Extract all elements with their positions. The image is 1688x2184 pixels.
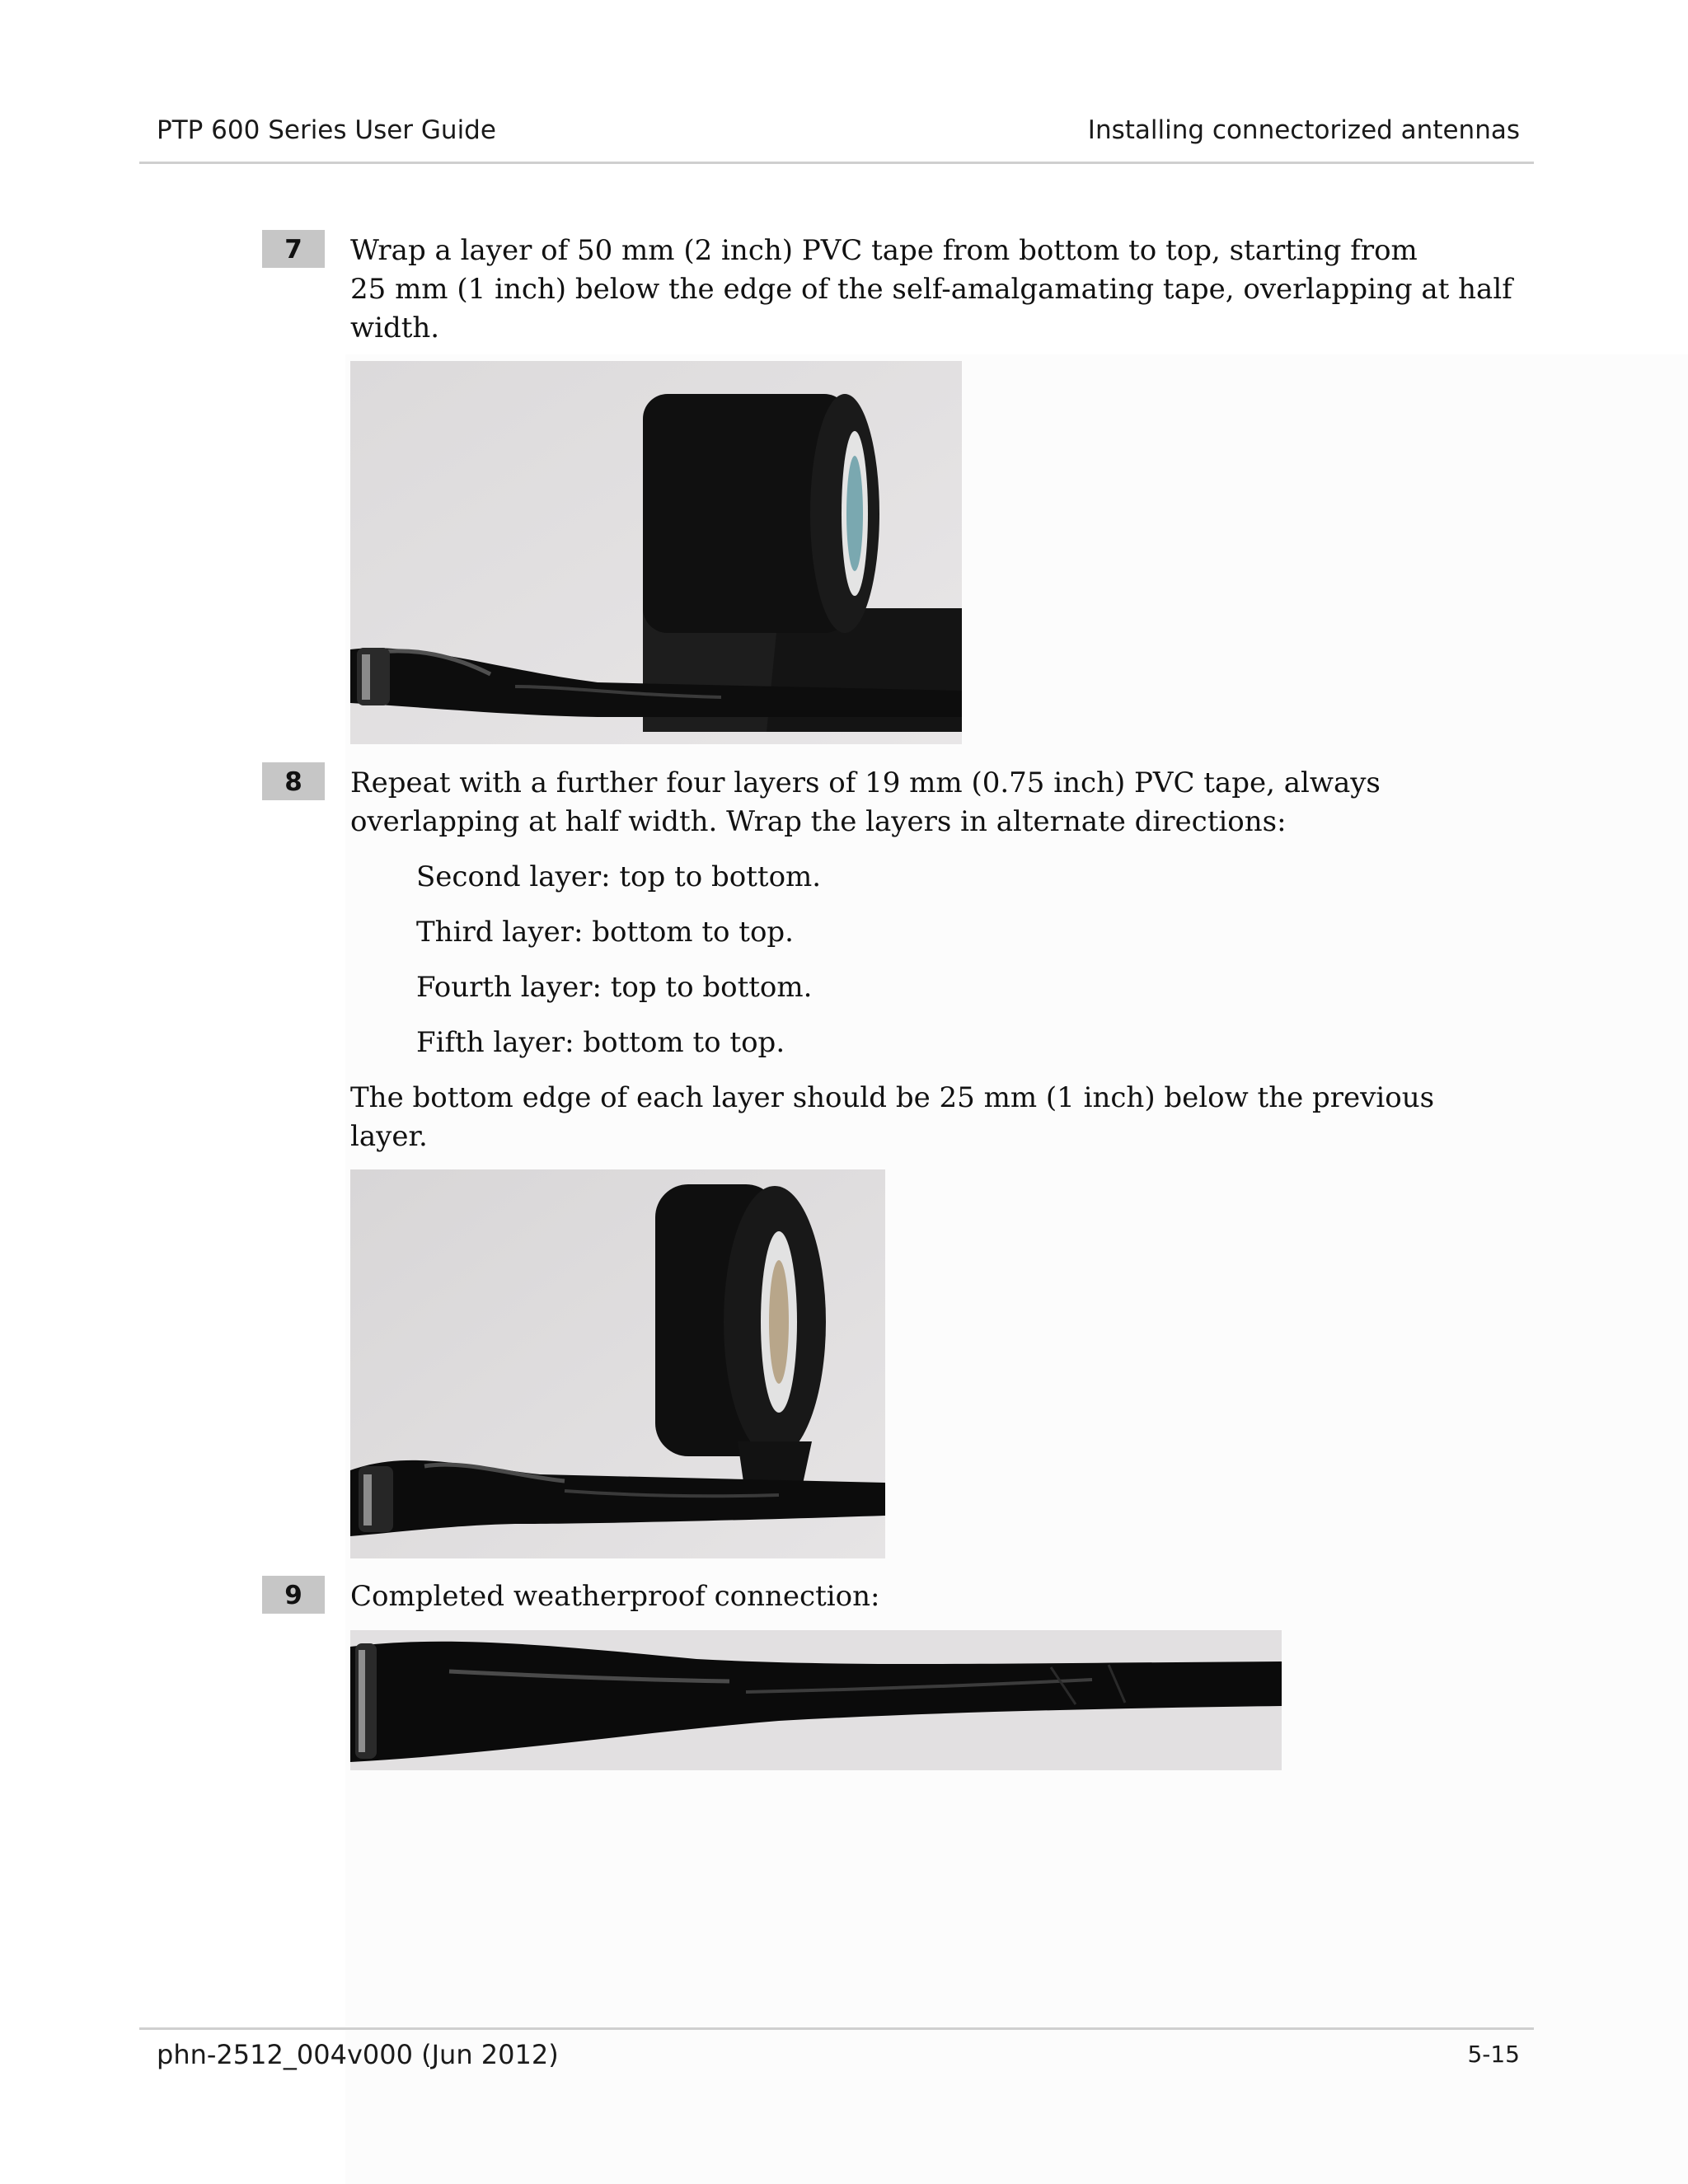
step-8-layer-list <box>416 858 1587 1079</box>
step-9-number: 9 <box>262 1576 325 1614</box>
page-header <box>157 114 1520 150</box>
step-8-note-line-1: The bottom edge of each layer should be 25 mm (1 inch) below the previous <box>350 1081 1435 1114</box>
step-8-note-line-2: layer. <box>350 1120 428 1153</box>
step-7-number: 7 <box>262 230 325 268</box>
header-document-title: PTP 600 Series User Guide <box>157 115 496 145</box>
layer-list-item: Fourth layer: top to bottom. <box>416 971 813 1004</box>
step-8-text <box>350 764 1521 841</box>
layer-list-item: Fifth layer: bottom to top. <box>416 1026 785 1059</box>
step-7-line-3: width. <box>350 312 440 344</box>
step-9-photo-completed-connection <box>350 1630 1282 1770</box>
step-7-line-1: Wrap a layer of 50 mm (2 inch) PVC tape from bottom to top, starting from <box>350 234 1418 267</box>
layer-list-item: Second layer: top to bottom. <box>416 860 822 893</box>
footer-document-id: phn-2512_004v000 (Jun 2012) <box>157 2039 559 2070</box>
step-7-text <box>350 232 1521 348</box>
header-section-title: Installing connectorized antennas <box>1087 115 1520 145</box>
step-8-photo-layered-tape <box>350 1169 885 1558</box>
step-7-photo-pvc-tape-roll <box>350 361 962 744</box>
step-9-line-1: Completed weatherproof connection: <box>350 1580 880 1613</box>
step-9-text <box>350 1577 1521 1616</box>
step-7-line-2: 25 mm (1 inch) below the edge of the self-amalgamating tape, overlapping at half <box>350 273 1512 306</box>
header-rule <box>139 162 1534 164</box>
step-8-note <box>350 1079 1521 1156</box>
footer-page-number: 5-15 <box>1467 2041 1520 2068</box>
layer-list-item: Third layer: bottom to top. <box>416 916 794 949</box>
step-8-number: 8 <box>262 762 325 800</box>
footer-rule <box>139 2027 1534 2030</box>
step-8-line-1: Repeat with a further four layers of 19 mm (0.75 inch) PVC tape, always <box>350 766 1381 799</box>
step-8-line-2: overlapping at half width. Wrap the layers in alternate directions: <box>350 805 1287 838</box>
page-footer <box>157 2037 1520 2074</box>
